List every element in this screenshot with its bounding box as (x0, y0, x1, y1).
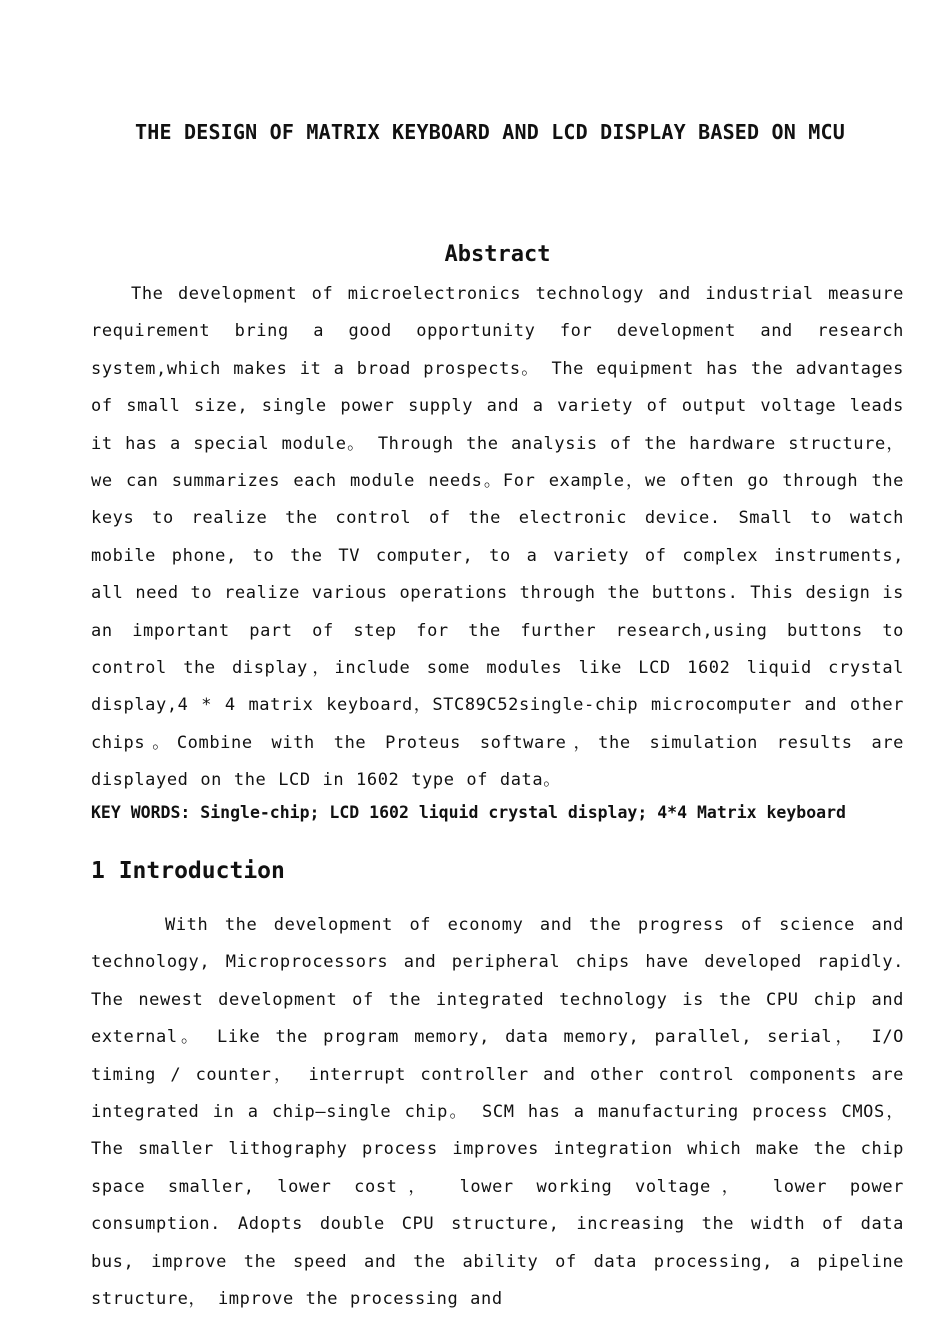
section-heading-introduction: 1 Introduction (91, 858, 285, 884)
abstract-heading: Abstract (444, 242, 551, 267)
abstract-paragraph: The development of microelectronics technology and industrial measure requirement bring a good opportunity for development and research system,which makes it a broad prospects。 The equipment has the advantages of small size, single power supply and a variety of output voltage leads it has a special module。 Through the analysis of the hardware structure， we can summarizes each module needs。For example，we often go through the keys to realize the control of the electronic device. Small to watch mobile phone, to the TV computer, to a variety of complex instruments, all need to realize various operations through the buttons. This design is an important part of step for the further research,using buttons to control the display，include some modules like LCD 1602 liquid crystal display,4 * 4 matrix keyboard，STC89C52single-chip microcomputer and other chips。Combine with the Proteus software，the simulation results are displayed on the LCD in 1602 type of data。 (91, 284, 904, 791)
keywords-line: KEY WORDS: Single-chip; LCD 1602 liquid crystal display; 4*4 Matrix keyboard (91, 803, 846, 822)
paper-title: THE DESIGN OF MATRIX KEYBOARD AND LCD DISPLAY BASED ON MCU (135, 120, 845, 144)
introduction-paragraph: With the development of economy and the progress of science and technology, Microprocessors and peripheral chips have developed rapidly. The newest development of the integrated technology is the CPU chip and external。 Like the program memory, data memory, parallel, serial， I/O timing / counter， interrupt controller and other control components are integrated in a chip—single chip。 SCM has a manufacturing process CMOS， The smaller lithography process improves integration which make the chip space smaller, lower cost， lower working voltage， lower power consumption. Adopts double CPU structure, increasing the width of data bus, improve the speed and the ability of data processing, a pipeline structure， improve the processing and (91, 915, 904, 1310)
